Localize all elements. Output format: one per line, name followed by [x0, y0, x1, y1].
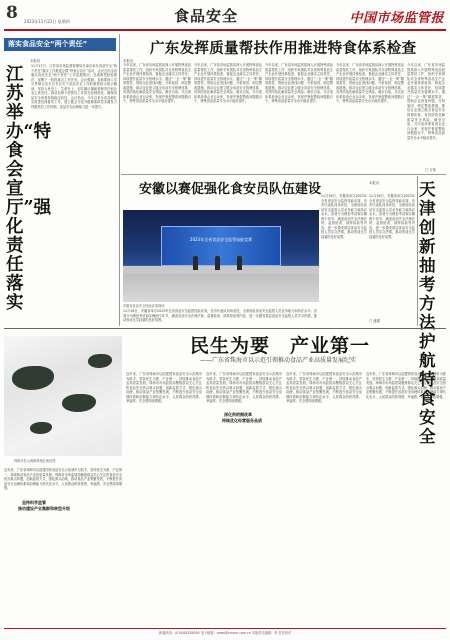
masthead — [4, 3, 446, 31]
top-story-body-col1: 今年以来，广东省市场监管局深入开展特殊食品质量帮扶工作，组织专家团队对全省特殊食品生产企业开展体系检查，督促企业落实主体责任，持续提升质量安全管理水平。通过“一企一策”精准帮扶，帮助企业查找问题、分析原因、制定整改措施，推动企业建立健全食品安全管理体系，有效防范化解质量安全风险。截至目前，共完成体系检查企业百余家，发现并督促整改问题数百个，特殊食品质量安全水平稳步提升。 — [123, 63, 191, 104]
photo-story-editor: □ 盛媛 — [369, 319, 381, 323]
photo-story-body-col2: 11月16日，安徽省举办2023年全省食品安全监管技能竞赛，各市代表队同场竞技，全面检验食品安全监管人员业务能力和执法水平。竞赛分为理论考试和实操两个环节，涵盖食品安全法律法规、监督检查、抽样检验等内容，进一步激发基层食品安全监管人员学习热情，推动形成比学赶超的良好氛围。 — [369, 194, 415, 239]
feature-subhead: 深化供给侧改革 — [224, 412, 252, 417]
top-story-byline: 本报讯 — [123, 59, 134, 63]
feature-subhead: 坚持科学监管 — [22, 500, 46, 505]
person-figure — [237, 256, 242, 270]
top-story-headline: 广东发挥质量帮扶作用推进特食体系检查 — [150, 40, 417, 57]
top-story-editor: □ 方林 — [425, 168, 437, 172]
right-story-byline: 本报讯 — [369, 181, 380, 185]
photo-story-body-foot: 11月16日，安徽省举办2023年全省食品安全监管技能竞赛，各市代表队同场竞技，全面检验食品安全监管人员业务能力和执法水平。竞赛分为理论考试和实操两个环节，涵盖食品安全法律法规、监督检查、抽样检验等内容，进一步激发基层食品安全监管人员学习热情，推动形成比学赶超的良好氛围。 — [123, 309, 317, 323]
photo-story-body-col1: 11月16日，安徽省举办2023年全省食品安全监管技能竞赛，各市代表队同场竞技，全面检验食品安全监管人员业务能力和执法水平。竞赛分为理论考试和实操两个环节，涵盖食品安全法律法规、监督检查、抽样检验等内容，进一步激发基层食品安全监管人员学习热情，推动形成比学赶超的良好氛围。 — [321, 194, 367, 239]
top-story-body-col2: 今年以来，广东省市场监管局深入开展特殊食品质量帮扶工作，组织专家团队对全省特殊食品生产企业开展体系检查，督促企业落实主体责任，持续提升质量安全管理水平。通过“一企一策”精准帮扶，帮助企业查找问题、分析原因、制定整改措施，推动企业建立健全食品安全管理体系，有效防范化解质量安全风险。截至目前，共完成体系检查企业百余家，发现并督促整改问题数百个，特殊食品质量安全水平稳步提升。 — [194, 63, 262, 104]
issue-date: 2023年11月23日 星期四 — [24, 19, 70, 24]
right-story-headline: 天津创新抽考方法护航特食安全 — [419, 180, 436, 446]
photo-caption: 安徽省食品安全技能竞赛现场 — [123, 304, 165, 308]
person-figure — [215, 256, 220, 270]
competition-photo — [123, 210, 319, 302]
column-rule — [119, 34, 120, 326]
feature-subhead: 推动建设产业集群和转型升级 — [18, 506, 70, 511]
section-title: 食品安全 — [174, 7, 239, 25]
island-shape — [88, 354, 112, 368]
top-story-body-col4: 今年以来，广东省市场监管局深入开展特殊食品质量帮扶工作，组织专家团队对全省特殊食品生产企业开展体系检查，督促企业落实主体责任，持续提升质量安全管理水平。通过“一企一策”精准帮扶，帮助企业查找问题、分析原因、制定整改措施，推动企业建立健全食品安全管理体系，有效防范化解质量安全风险。截至目前，共完成体系检查企业百余家，发现并督促整改问题数百个，特殊食品质量安全水平稳步提升。 — [336, 63, 404, 104]
feature-body-col3: 近年来，广东省珠海市以创建国家食品安全示范城市为抓手，坚持民生为要、产业第一，持续推动食品产业高质量发展。珠海市市场监管局聚焦群众关心关注的食品安全热点难点问题，创新监管方式，强化源头治理，推动食品产业集聚发展，不断提升食品安全治理体系和治理能力现代化水平，人民群众的获得感、幸福感、安全感持续增强。 — [206, 372, 282, 404]
feature-body-col4: 近年来，广东省珠海市以创建国家食品安全示范城市为抓手，坚持民生为要、产业第一，持续推动食品产业高质量发展。珠海市市场监管局聚焦群众关心关注的食品安全热点难点问题，创新监管方式，强化源头治理，推动食品产业集聚发展，不断提升食品安全治理体系和治理能力现代化水平，人民群众的获得感、幸福感、安全感持续增强。 — [286, 372, 362, 404]
feature-body-col2: 近年来，广东省珠海市以创建国家食品安全示范城市为抓手，坚持民生为要、产业第一，持续推动食品产业高质量发展。珠海市市场监管局聚焦群众关心关注的食品安全热点难点问题，创新监管方式，强化源头治理，推动食品产业集聚发展，不断提升食品安全治理体系和治理能力现代化水平，人民群众的获得感、幸福感、安全感持续增强。 — [126, 372, 202, 404]
feature-title: 民生为要 产业第一 — [190, 335, 371, 357]
left-story-byline: 本报讯 — [30, 59, 41, 63]
aerial-photo — [4, 336, 122, 456]
island-shape — [62, 394, 96, 412]
top-story-body-col5: 今年以来，广东省市场监管局深入开展特殊食品质量帮扶工作，组织专家团队对全省特殊食品生产企业开展体系检查，督促企业落实主体责任，持续提升质量安全管理水平。通过“一企一策”精准帮扶，帮助企业查找问题、分析原因、制定整改措施，推动企业建立健全食品安全管理体系，有效防范化解质量安全风险。截至目前，共完成体系检查企业百余家，发现并督促整改问题数百个，特殊食品质量安全水平稳步提升。 — [407, 63, 445, 140]
top-story-body-col3: 今年以来，广东省市场监管局深入开展特殊食品质量帮扶工作，组织专家团队对全省特殊食品生产企业开展体系检查，督促企业落实主体责任，持续提升质量安全管理水平。通过“一企一策”精准帮扶，帮助企业查找问题、分析原因、制定整改措施，推动企业建立健全食品安全管理体系，有效防范化解质量安全风险。截至目前，共完成体系检查企业百余家，发现并督促整改问题数百个，特殊食品质量安全水平稳步提升。 — [265, 63, 333, 104]
island-shape — [12, 366, 54, 390]
feature-divider — [4, 328, 446, 329]
paper-logo: 中国市场监管报 — [349, 11, 444, 26]
left-story-body: 11月17日，江苏省市场监督管理局在南京举办食品安全“两个责任”落实工作推进会暨“特食会宣厅”活动，会议总结全省落实食品安全“两个责任”工作进展情况，交流典型经验做法，部署下一阶段重点工作任务。会议强调，各地要深入学习贯彻习近平总书记关于食品安全工作的重要指示批示精神，坚持人民至上、生命至上，切实履行属地管理责任和企业主体责任，推动包保干部督导工作常态化制度化，确保食品安全形势持续稳定向好。会议指出，今年以来全省各地扎实推进包保督导工作，建立健全分层分级精准防控末端发力终端见效工作机制，食品安全治理能力进一步提升。 — [31, 64, 117, 109]
feature-subhead: 持续优化经营服务品质 — [222, 418, 262, 423]
stage-screen-text: 2023年全省食品安全监管技能竞赛 — [189, 237, 253, 242]
left-story-headline: 江苏举办“特食会宣厅”强化责任落实 — [6, 65, 52, 313]
feature-body-col1: 近年来，广东省珠海市以创建国家食品安全示范城市为抓手，坚持民生为要、产业第一，持续推动食品产业高质量发展。珠海市市场监管局聚焦群众关心关注的食品安全热点难点问题，创新监管方式，强化源头治理，推动食品产业集聚发展，不断提升食品安全治理体系和治理能力现代化水平，人民群众的获得感、幸福感、安全感持续增强。 — [4, 468, 122, 491]
stage-floor — [123, 266, 319, 274]
footer: 新闻热线：(010)64258000 电子邮箱：news@cmrnn.com.cn 本版责任编辑：李 责任校对 — [4, 628, 446, 638]
aerial-caption: 珠海市桂山海鲜养殖区航拍图 — [14, 459, 56, 463]
column-rule — [417, 176, 418, 326]
feature-body-col5: 近年来，广东省珠海市以创建国家食品安全示范城市为抓手，坚持民生为要、产业第一，持续推动食品产业高质量发展。珠海市市场监管局聚焦群众关心关注的食品安全热点难点问题，创新监管方式，强化源头治理，推动食品产业集聚发展，不断提升食品安全治理体系和治理能力现代化水平，人民群众的获得感、幸福感、安全感持续增强。 — [366, 372, 446, 399]
section-divider — [121, 174, 446, 175]
page-number: 8 — [6, 3, 18, 23]
photo-story-headline: 安徽以赛促强化食安员队伍建设 — [139, 182, 322, 197]
island-shape — [30, 422, 52, 434]
stage-screen — [161, 226, 281, 266]
person-figure — [193, 256, 198, 270]
left-story-kicker: 落实食品安全“两个责任” — [4, 38, 116, 51]
feature-subtitle: ——广东省珠海市以示范引领推动食品产业高质量发展纪实 — [200, 357, 357, 364]
